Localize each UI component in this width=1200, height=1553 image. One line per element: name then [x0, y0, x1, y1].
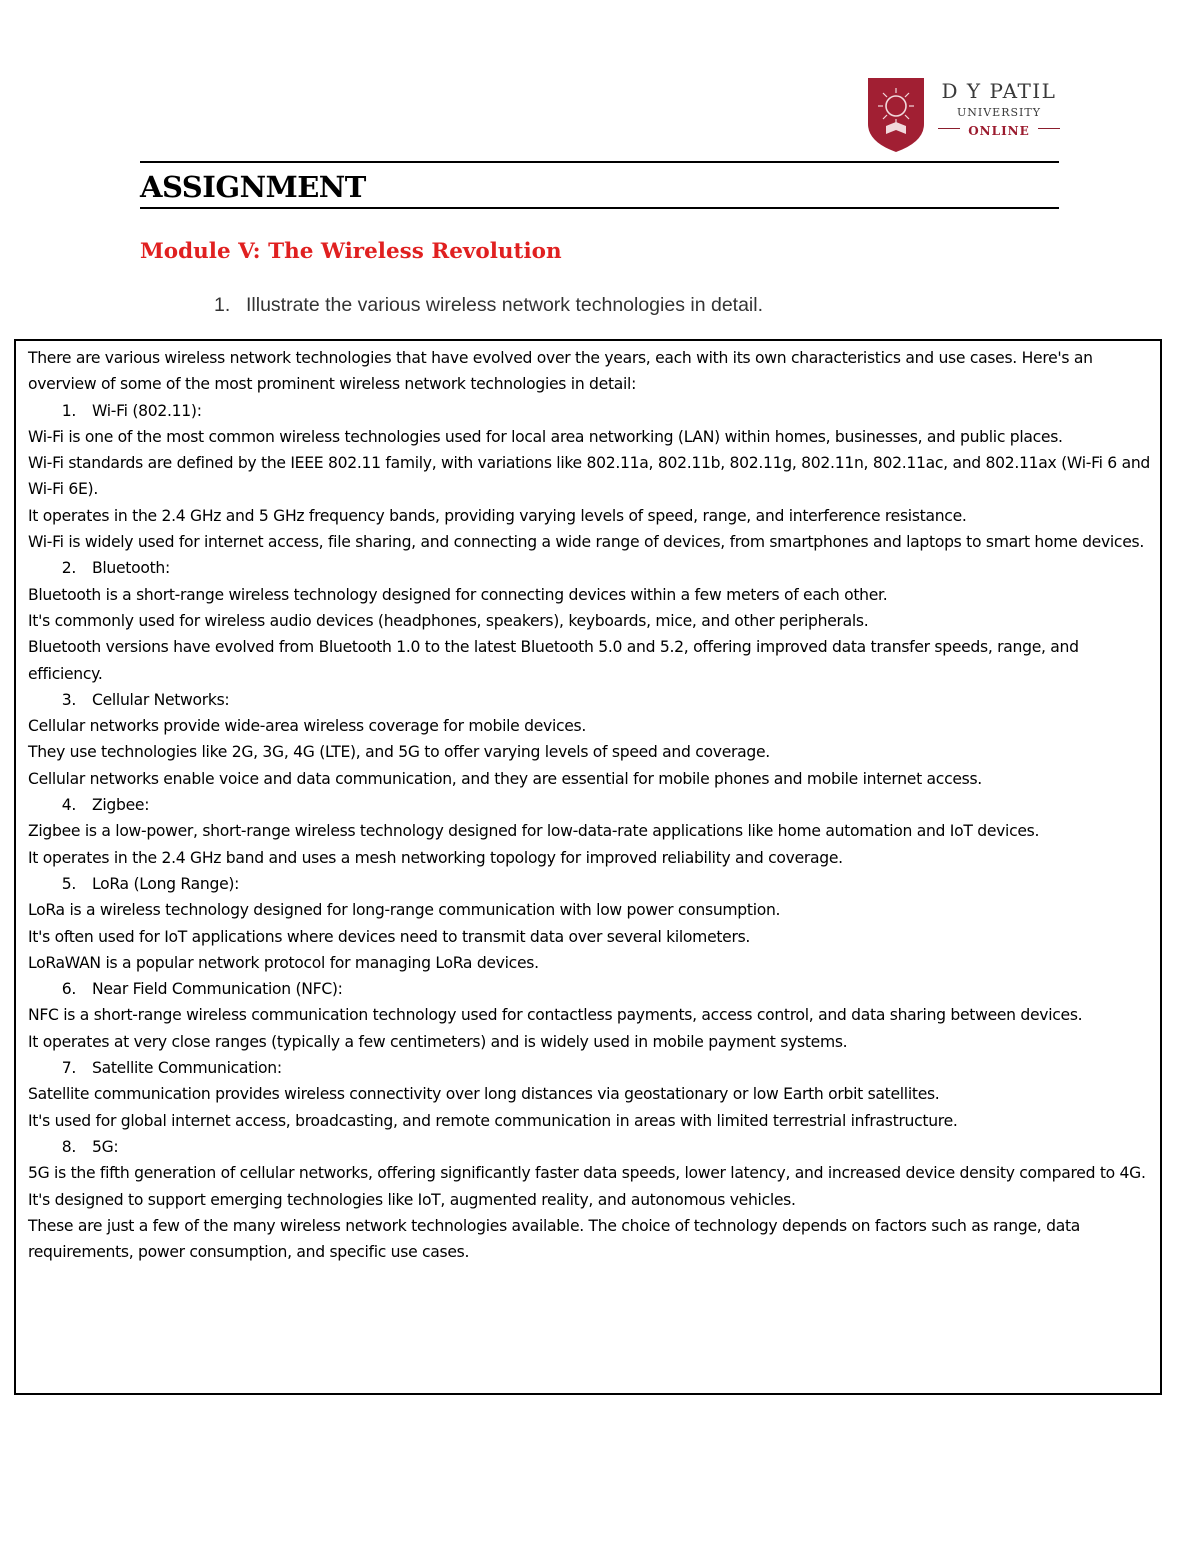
section-heading-text: 5G:: [92, 1137, 119, 1156]
section-line: Wi-Fi is widely used for internet access, file sharing, and connecting a wide range of devices, from smartphones and laptops to smart home devices.: [28, 533, 1144, 552]
section-heading: [28, 555, 1150, 581]
answer-box: [14, 339, 1162, 1395]
section-heading: [28, 976, 1150, 1002]
section-heading-text: Cellular Networks:: [92, 690, 230, 709]
section-heading-text: Satellite Communication:: [92, 1059, 282, 1078]
answer-section: [28, 1055, 1150, 1134]
answer-section: [28, 687, 1150, 792]
university-logo: [866, 76, 1062, 156]
section-line: It's used for global internet access, broadcasting, and remote communication in areas with limited terrestrial infrastructure.: [28, 1111, 958, 1130]
section-line: They use technologies like 2G, 3G, 4G (LTE), and 5G to offer varying levels of speed and coverage.: [28, 743, 770, 762]
answer-conclusion: These are just a few of the many wireless network technologies available. The choice of technology depends on factors such as range, data requirements, power consumption, and specific use cases.: [28, 1216, 1081, 1262]
section-line: Bluetooth is a short-range wireless technology designed for connecting devices within a few meters of each other.: [28, 585, 888, 604]
section-heading-text: Near Field Communication (NFC):: [92, 980, 343, 999]
section-heading: [28, 1134, 1150, 1160]
section-line: Cellular networks provide wide-area wireless coverage for mobile devices.: [28, 717, 587, 736]
section-line: It's designed to support emerging technologies like IoT, augmented reality, and autonomous vehicles.: [28, 1190, 796, 1209]
module-title: Module V: The Wireless Revolution: [140, 239, 562, 264]
section-line: LoRaWAN is a popular network protocol for managing LoRa devices.: [28, 953, 539, 972]
section-heading-text: Bluetooth:: [92, 559, 170, 578]
section-line: Cellular networks enable voice and data communication, and they are essential for mobile phones and mobile internet access.: [28, 769, 982, 788]
answer-section: [28, 555, 1150, 686]
section-number: 2.: [61, 559, 76, 578]
answer-section: [28, 792, 1150, 871]
logo-name: D Y PATIL: [941, 79, 1057, 103]
section-heading-text: LoRa (Long Range):: [92, 874, 240, 893]
logo-online: ONLINE: [968, 124, 1030, 138]
answer-section: [28, 976, 1150, 1055]
section-number: 5.: [61, 874, 76, 893]
section-line: LoRa is a wireless technology designed for long-range communication with low power consumption.: [28, 901, 781, 920]
question: [214, 291, 763, 319]
section-line: It's commonly used for wireless audio devices (headphones, speakers), keyboards, mice, and other peripherals.: [28, 611, 869, 630]
section-heading: [28, 398, 1150, 424]
section-line: NFC is a short-range wireless communication technology used for contactless payments, access control, and data sharing between devices.: [28, 1006, 1083, 1025]
question-number: 1.: [214, 294, 231, 316]
section-number: 3.: [61, 690, 76, 709]
answer-section: [28, 398, 1150, 556]
answer-intro: There are various wireless network technologies that have evolved over the years, each with its own characteristics and use cases. Here's an overview of some of the most prominent wireless network technologies in detail:: [28, 349, 1093, 394]
logo-university: UNIVERSITY: [957, 106, 1041, 119]
section-number: 7.: [61, 1059, 76, 1078]
section-number: 4.: [61, 796, 76, 815]
section-number: 8.: [61, 1137, 76, 1156]
section-heading: [28, 1055, 1150, 1081]
section-line: Zigbee is a low-power, short-range wireless technology designed for low-data-rate applications like home automation and IoT devices.: [28, 822, 1040, 841]
header-rule-top: [140, 161, 1059, 163]
section-number: 6.: [61, 980, 76, 999]
section-line: Wi-Fi is one of the most common wireless technologies used for local area networking (LAN) within homes, businesses, and public places.: [28, 427, 1063, 446]
section-heading: [28, 871, 1150, 897]
section-line: It operates at very close ranges (typically a few centimeters) and is widely used in mobile payment systems.: [28, 1032, 848, 1051]
header-rule-bottom: [140, 207, 1059, 209]
section-heading-text: Wi-Fi (802.11):: [92, 401, 202, 420]
university-crest-icon: [866, 76, 926, 154]
section-line: Bluetooth versions have evolved from Bluetooth 1.0 to the latest Bluetooth 5.0 and 5.2, offering improved data transfer speeds, range, and efficiency.: [28, 638, 1079, 683]
section-number: 1.: [61, 401, 76, 420]
section-line: 5G is the fifth generation of cellular networks, offering significantly faster data speeds, lower latency, and increased device density compared to 4G.: [28, 1164, 1146, 1183]
section-line: It's often used for IoT applications where devices need to transmit data over several kilometers.: [28, 927, 751, 946]
section-heading: [28, 792, 1150, 818]
section-heading: [28, 687, 1150, 713]
answer-section: [28, 1134, 1150, 1213]
section-line: Wi-Fi standards are defined by the IEEE 802.11 family, with variations like 802.11a, 802.11b, 802.11g, 802.11n, 802.11ac, and 802.11ax (Wi-Fi 6 and Wi-Fi 6E).: [28, 454, 1151, 499]
section-heading-text: Zigbee:: [92, 796, 150, 815]
section-line: Satellite communication provides wireless connectivity over long distances via geostationary or low Earth orbit satellites.: [28, 1085, 940, 1104]
answer-section: [28, 871, 1150, 976]
section-line: It operates in the 2.4 GHz band and uses a mesh networking topology for improved reliability and coverage.: [28, 848, 843, 867]
section-line: It operates in the 2.4 GHz and 5 GHz frequency bands, providing varying levels of speed, range, and interference resistance.: [28, 506, 967, 525]
question-text: Illustrate the various wireless network technologies in detail.: [246, 294, 764, 316]
page-title: ASSIGNMENT: [140, 170, 366, 204]
